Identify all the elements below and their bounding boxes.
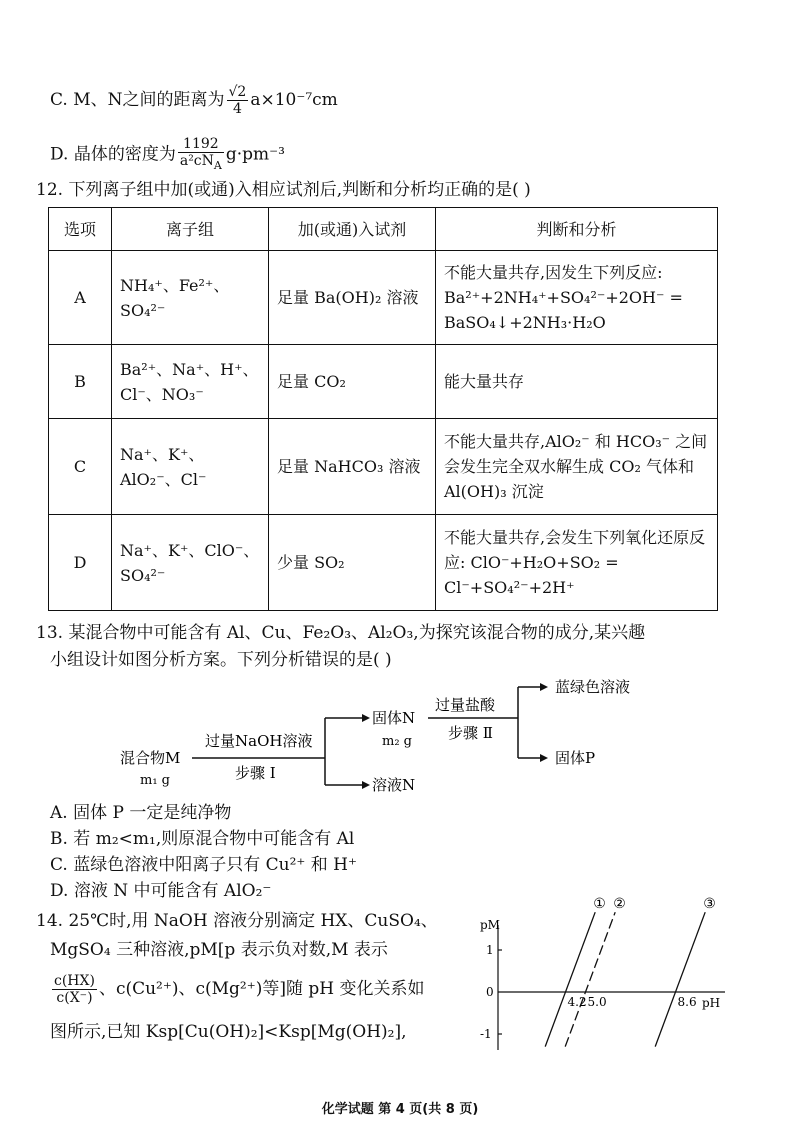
q13-option-d: D. 溶液 N 中可能含有 AlO₂⁻ xyxy=(50,881,272,901)
q11-option-c-text: C. M、N之间的距离为 xyxy=(50,90,225,110)
y-tick-label: 0 xyxy=(486,985,494,999)
q14-line1: 14. 25℃时,用 NaOH 溶液分别滴定 HX、CuSO₄、 xyxy=(36,911,438,931)
q13-option-c: C. 蓝绿色溶液中阳离子只有 Cu²⁺ 和 H⁺ xyxy=(50,855,357,875)
series-line xyxy=(565,912,615,1046)
q11-option-c: C. M、N之间的距离为 $\frac{√2}{4}$ a×10⁻⁷cm xyxy=(50,84,338,117)
diagram-step2-reagent: 过量盐酸 xyxy=(435,696,496,714)
q12-table-header xyxy=(49,208,718,251)
table-row: B Ba²⁺、Na⁺、H⁺、Cl⁻、NO₃⁻ 足量 CO₂ 能大量共存 xyxy=(49,345,718,419)
header-reagent: 加(或通)入试剂 xyxy=(269,208,436,251)
diagram-start: 混合物M xyxy=(120,749,181,767)
diagram-solution-n: 溶液N xyxy=(372,776,416,794)
header-analysis: 判断和分析 xyxy=(436,208,718,251)
y-axis-label: pM xyxy=(480,918,500,932)
diagram-blue-green-solution: 蓝绿色溶液 xyxy=(555,678,631,696)
q13-option-a: A. 固体 P 一定是纯净物 xyxy=(50,803,232,823)
diagram-solid-p: 固体P xyxy=(555,749,596,767)
series-label: ② xyxy=(613,896,626,913)
q14-line2: MgSO₄ 三种溶液,pM[p 表示负对数,M 表示 xyxy=(50,940,388,960)
diagram-arrow xyxy=(540,683,548,691)
q14-line3: $\frac{c(HX)}{c(X^-)}$ 、c(Cu²⁺)、c(Mg²⁺)等]随 pH 变化关系如 xyxy=(54,973,425,1006)
q13-stem-line1: 13. 某混合物中可能含有 Al、Cu、Fe₂O₃、Al₂O₃,为探究该混合物的成分,某兴趣 xyxy=(36,623,646,643)
series-group xyxy=(545,896,716,1046)
q14-chart xyxy=(440,896,730,1055)
q11-option-d: D. 晶体的密度为 $\frac{1192}{a^2cN_A}$ g·pm⁻³ xyxy=(50,136,285,172)
diagram-step1-label: 步骤 Ⅰ xyxy=(235,764,276,782)
header-option: 选项 xyxy=(49,208,112,251)
page-footer: 化学试题 第 4 页(共 8 页) xyxy=(321,1102,479,1117)
table-row: A NH₄⁺、Fe²⁺、SO₄²⁻ 足量 Ba(OH)₂ 溶液 不能大量共存,因发生下列反应: Ba²⁺+2NH₄⁺+SO₄²⁻+2OH⁻ = BaSO₄↓+2NH₃·H₂O xyxy=(49,251,718,345)
q11-option-d-fraction: $\frac{1192}{a^2cN_A}$ xyxy=(179,136,222,172)
q11-option-c-fraction: $\frac{√2}{4}$ xyxy=(228,84,247,117)
diagram-solid-n-mass: m₂ g xyxy=(382,734,412,749)
diagram-step1-reagent: 过量NaOH溶液 xyxy=(205,732,313,750)
header-ions: 离子组 xyxy=(112,208,269,251)
q12-table xyxy=(48,207,718,611)
q13-flow-diagram xyxy=(100,670,700,800)
x-axis-label: pH xyxy=(702,996,721,1010)
y-tick-label: -1 xyxy=(480,1027,492,1041)
q14-line4: 图所示,已知 Ksp[Cu(OH)₂]<Ksp[Mg(OH)₂], xyxy=(50,1022,407,1042)
q13-stem-line2: 小组设计如图分析方案。下列分析错误的是( ) xyxy=(50,650,392,670)
diagram-start-mass: m₁ g xyxy=(140,773,170,788)
diagram-solid-n: 固体N xyxy=(372,709,416,727)
series-label: ① xyxy=(593,896,606,913)
diagram-step2-label: 步骤 Ⅱ xyxy=(448,724,493,742)
x-tick-label: 8.6 xyxy=(677,995,697,1009)
q14-fraction: $\frac{c(HX)}{c(X^-)}$ xyxy=(54,973,95,1006)
q13-option-b: B. 若 m₂<m₁,则原混合物中可能含有 Al xyxy=(50,829,355,849)
q11-option-d-text: D. 晶体的密度为 xyxy=(50,144,176,165)
series-line xyxy=(545,912,595,1046)
diagram-arrow xyxy=(362,781,370,789)
x-tick-label: 4.2 xyxy=(567,995,587,1009)
y-tick-label: 1 xyxy=(486,943,494,957)
diagram-arrow xyxy=(362,714,370,722)
table-row: C Na⁺、K⁺、AlO₂⁻、Cl⁻ 足量 NaHCO₃ 溶液 不能大量共存,AlO₂⁻ 和 HCO₃⁻ 之间会发生完全双水解生成 CO₂ 气体和 Al(OH)₃ 沉淀 xyxy=(49,419,718,515)
diagram-arrow xyxy=(540,754,548,762)
x-tick-label: 5.0 xyxy=(587,995,607,1009)
series-line xyxy=(655,912,705,1046)
table-row: D Na⁺、K⁺、ClO⁻、SO₄²⁻ 少量 SO₂ 不能大量共存,会发生下列氧化还原反应: ClO⁻+H₂O+SO₂ = Cl⁻+SO₄²⁻+2H⁺ xyxy=(49,515,718,611)
series-label: ③ xyxy=(703,896,716,913)
q12-stem: 12. 下列离子组中加(或通)入相应试剂后,判断和分析均正确的是( ) xyxy=(36,180,531,200)
